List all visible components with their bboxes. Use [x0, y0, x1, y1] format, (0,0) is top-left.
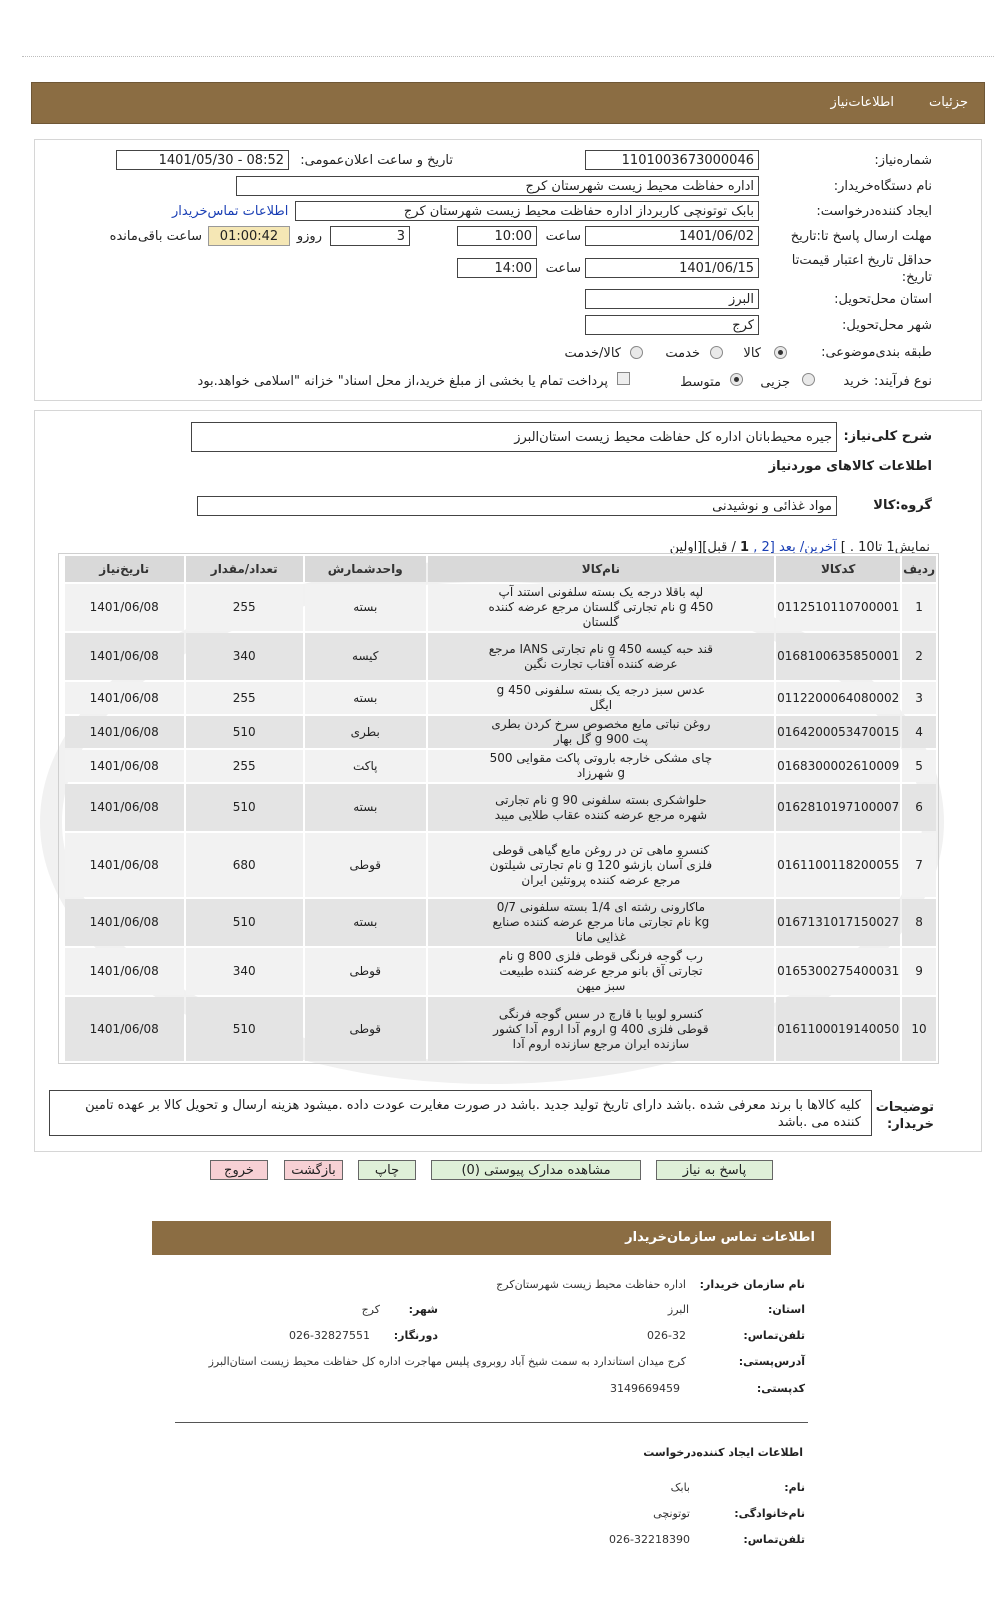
goods-info-title: اطلاعات کالاهای موردنیاز [768, 459, 932, 474]
table-row [65, 997, 936, 1061]
col-unit: واحدشمارش [305, 556, 426, 582]
need-date: 1401/06/08 [65, 633, 184, 680]
treasury-payment-label: پرداخت تمام یا بخشی از مبلغ خرید،از محل اسناد" خزانه "اسلامی خواهد.بود [197, 374, 608, 389]
row-number: 10 [902, 997, 936, 1061]
category-option-both: کالا/خدمت [564, 346, 621, 361]
goods-qty: 340 [186, 948, 303, 995]
validity-hour-label: ساعت [545, 261, 581, 276]
buyer-contact-title: اطلاعات تماس سازمان‌خریدار [625, 1230, 815, 1245]
exit-button[interactable]: خروج [210, 1160, 268, 1180]
need-date: 1401/06/08 [65, 899, 184, 946]
tab-details[interactable]: جزئیات [929, 95, 968, 110]
requester-phone-label: تلفن‌تماس: [743, 1533, 805, 1546]
treasury-payment-checkbox[interactable] [617, 372, 630, 385]
goods-unit: بسته [305, 584, 426, 631]
buyer-notes-label: توضیحات خریدار: [875, 1100, 934, 1132]
goods-group-label: گروه:کالا [873, 498, 932, 513]
contact-divider [175, 1422, 808, 1423]
need-date: 1401/06/08 [65, 997, 184, 1061]
goods-qty: 510 [186, 784, 303, 831]
requester-last-label: نام‌خانوادگی: [734, 1507, 805, 1520]
goods-code: 0168100635850001 [776, 633, 900, 680]
goods-name: کنسرو لوبیا با قارچ در سس گوجه فرنگی قوطی فلزی 400 g اروم آدا اروم آدا کشور سازنده ایران مرجع سازنده اروم آدا [428, 997, 775, 1061]
row-number: 2 [902, 633, 936, 680]
process-option-minor: جزیی [760, 375, 790, 390]
goods-code: 0164200053470015 [776, 716, 900, 748]
need-date: 1401/06/08 [65, 948, 184, 995]
province-label: استان محل‌تحویل: [834, 292, 932, 307]
goods-qty: 255 [186, 584, 303, 631]
goods-unit: بسته [305, 784, 426, 831]
table-row [65, 716, 936, 748]
category-radio-both[interactable] [630, 346, 643, 359]
row-number: 4 [902, 716, 936, 748]
goods-unit: قوطی [305, 948, 426, 995]
goods-name: چای مشکی خارجه باروتی پاکت مقوایی 500 g شهرزاد [428, 750, 775, 782]
row-number: 5 [902, 750, 936, 782]
table-row [65, 833, 936, 897]
goods-code: 0168300002610009 [776, 750, 900, 782]
category-label: طبقه بندی‌موضوعی: [821, 345, 932, 360]
need-date: 1401/06/08 [65, 682, 184, 714]
goods-unit: پاکت [305, 750, 426, 782]
contact-province-value: البرز [667, 1303, 689, 1316]
contact-org-value: اداره حفاظت محیط زیست شهرستان‌کرج [496, 1278, 686, 1291]
contact-fax-label: دورنگار: [393, 1329, 438, 1342]
page-header [31, 82, 985, 124]
goods-code: 0112200064080002 [776, 682, 900, 714]
goods-name: عدس سبز درجه یک بسته سلفونی 450 g ایگل [428, 682, 775, 714]
row-number: 9 [902, 948, 936, 995]
province-field: البرز [585, 289, 759, 309]
buyer-org-field: اداره حفاظت محیط زیست شهرستان کرج [236, 176, 759, 196]
goods-unit: کیسه [305, 633, 426, 680]
table-row [65, 633, 936, 680]
goods-qty: 255 [186, 750, 303, 782]
announce-label: تاریخ و ساعت اعلان‌عمومی: [300, 153, 453, 168]
col-date: تاریخ‌نیاز [65, 556, 184, 582]
goods-qty: 510 [186, 899, 303, 946]
requester-title: اطلاعات ایجاد کننده‌درخواست [643, 1446, 803, 1459]
table-row [65, 682, 936, 714]
reply-to-need-button[interactable]: پاسخ به نیاز [656, 1160, 773, 1180]
goods-qty: 510 [186, 997, 303, 1061]
col-code: کدکالا [776, 556, 900, 582]
category-option-goods: کالا [743, 346, 761, 361]
print-button[interactable]: چاپ [358, 1160, 416, 1180]
contact-province-label: استان: [768, 1303, 805, 1316]
row-number: 3 [902, 682, 936, 714]
need-date: 1401/06/08 [65, 584, 184, 631]
contact-phone-value: 026-32 [647, 1329, 686, 1342]
process-option-buy: خرید [843, 374, 869, 389]
days-field: 3 [330, 226, 410, 246]
table-row [65, 948, 936, 995]
pagination-next[interactable]: بعد [778, 540, 796, 555]
need-description-label: شرح کلی‌نیاز: [843, 429, 932, 444]
goods-code: 0161100118200055 [776, 833, 900, 897]
need-description-field: جیره محیط‌بانان اداره کل حفاظت محیط زیست استان‌البرز [191, 422, 837, 452]
goods-name: قند حبه کیسه 450 g نام تجارتی IANS مرجع عرضه کننده آفتاب تجارت نگین [428, 633, 775, 680]
row-number: 6 [902, 784, 936, 831]
need-date: 1401/06/08 [65, 833, 184, 897]
goods-name: لپه باقلا درجه یک بسته سلفونی استند آپ 450 g نام تجارتی گلستان مرجع عرضه کننده گلستان [428, 584, 775, 631]
buyer-contact-link[interactable]: اطلاعات تماس‌خریدار [172, 204, 289, 219]
table-row [65, 750, 936, 782]
requester-first-value: بابک [670, 1481, 690, 1494]
table-row [65, 584, 936, 631]
need-date: 1401/06/08 [65, 750, 184, 782]
col-name: نام‌کالا [428, 556, 775, 582]
pagination-current-page: 1 [740, 540, 750, 555]
deadline-date-field: 1401/06/02 [585, 226, 759, 246]
goods-name: کنسرو ماهی تن در روغن مایع گیاهی قوطی فلزی آسان بازشو 120 g نام تجارتی شیلتون مرجع عرضه کننده پروتئین ایران [428, 833, 775, 897]
goods-qty: 510 [186, 716, 303, 748]
remaining-time-field: 01:00:42 [208, 226, 290, 246]
pagination-prev-first[interactable]: / قبل][اولین [669, 540, 736, 555]
goods-name: ماکارونی رشته ای 1/4 بسته سلفونی 0/7 kg نام تجارتی مانا مرجع عرضه کننده صنایع غذایی مانا [428, 899, 775, 946]
top-divider [22, 56, 994, 57]
contact-postal-value: 3149669459 [610, 1382, 680, 1395]
table-row [65, 899, 936, 946]
need-date: 1401/06/08 [65, 716, 184, 748]
process-radio-medium[interactable] [730, 373, 743, 386]
announce-field: 1401/05/30 - 08:52 [116, 150, 289, 170]
buyer-notes-field: کلیه کالاها با برند معرفی شده .باشد دارای تاریخ تولید جدید .باشد در صورت مغایرت عودت داده .میشود هزینه ارسال و تحویل کالا بر عهده تامین کننده می .باشد [49, 1090, 872, 1136]
goods-unit: قوطی [305, 833, 426, 897]
validity-date-field: 1401/06/15 [585, 258, 759, 278]
contact-address-label: آدرس‌پستی: [738, 1355, 805, 1368]
contact-city-value: کرج [361, 1303, 380, 1316]
goods-name: روغن نباتی مایع مخصوص سرخ کردن بطری پت 900 g گل بهار [428, 716, 775, 748]
requester-first-label: نام: [784, 1481, 805, 1494]
back-button[interactable]: بازگشت [284, 1160, 343, 1180]
goods-group-field: مواد غذائی و نوشیدنی [197, 496, 837, 516]
goods-unit: بطری [305, 716, 426, 748]
city-field: کرج [585, 315, 759, 335]
contact-postal-label: کدپستی: [756, 1382, 805, 1395]
contact-address-value: کرج میدان استاندارد به سمت شیخ آباد روبروی پلیس مهاجرت اداره کل حفاظت محیط زیست استان‌البرز [208, 1355, 686, 1368]
contact-city-label: شهر: [408, 1303, 438, 1316]
need-date: 1401/06/08 [65, 784, 184, 831]
city-label: شهر محل‌تحویل: [842, 318, 932, 333]
contact-fax-value: 026-32827551 [289, 1329, 370, 1342]
goods-code: 0167131017150027 [776, 899, 900, 946]
category-radio-service[interactable] [710, 346, 723, 359]
validity-time-field: 14:00 [457, 258, 537, 278]
deadline-hour-label: ساعت [545, 229, 581, 244]
process-label: نوع فرآیند: [874, 374, 932, 389]
need-number-field: 1101003673000046 [585, 150, 759, 170]
contact-phone-label: تلفن‌تماس: [743, 1329, 805, 1342]
goods-unit: بسته [305, 682, 426, 714]
goods-table-wrapper [58, 553, 939, 1064]
row-number: 8 [902, 899, 936, 946]
pagination-last[interactable]: آخرین/ [799, 540, 837, 555]
row-number: 7 [902, 833, 936, 897]
category-option-service: خدمت [665, 346, 700, 361]
goods-name: رب گوجه فرنگی قوطی فلزی 800 g نام تجارتی آق بانو مرجع عرضه کننده طبیعت سبز میهن [428, 948, 775, 995]
table-row [65, 784, 936, 831]
table-header-row [65, 556, 936, 582]
tab-need-info[interactable]: اطلاعات‌نیاز [830, 95, 894, 110]
creator-label: ایجاد کننده‌درخواست: [816, 204, 932, 219]
contact-org-label: نام سازمان خریدار: [699, 1278, 805, 1291]
goods-name: حلواشکری بسته سلفونی 90 g نام تجارتی شهره مرجع عرضه کننده عقاب طلایی میبد [428, 784, 775, 831]
deadline-time-field: 10:00 [457, 226, 537, 246]
goods-qty: 340 [186, 633, 303, 680]
goods-qty: 680 [186, 833, 303, 897]
requester-last-value: توتونچی [653, 1507, 690, 1520]
requester-phone-value: 026-32218390 [609, 1533, 690, 1546]
days-label: روزو [296, 229, 322, 244]
goods-table [63, 554, 938, 1063]
goods-code: 0165300275400031 [776, 948, 900, 995]
creator-field: بابک توتونچی کاربرداز اداره حفاظت محیط زیست شهرستان کرج [295, 201, 759, 221]
buyer-contact-header [152, 1221, 831, 1255]
goods-code: 0112510110700001 [776, 584, 900, 631]
pagination-range: نمایش1 تا10 . ] [840, 540, 930, 555]
goods-qty: 255 [186, 682, 303, 714]
validity-label: حداقل تاریخ اعتبار قیمت‌تا تاریخ: [791, 253, 932, 285]
need-number-label: شماره‌نیاز: [874, 153, 932, 168]
category-radio-goods[interactable] [774, 346, 787, 359]
goods-code: 0162810197100007 [776, 784, 900, 831]
col-row: ردیف [902, 556, 936, 582]
goods-code: 0161100019140050 [776, 997, 900, 1061]
process-option-medium: متوسط [680, 375, 721, 390]
pagination-page-2[interactable]: [2 , [753, 540, 775, 555]
goods-unit: بسته [305, 899, 426, 946]
view-attachments-button[interactable]: مشاهده مدارک پیوستی (0) [431, 1160, 641, 1180]
remaining-label: ساعت باقی‌مانده [109, 229, 202, 244]
deadline-label: مهلت ارسال پاسخ تا:تاریخ [790, 229, 932, 244]
process-radio-minor[interactable] [802, 373, 815, 386]
row-number: 1 [902, 584, 936, 631]
col-qty: تعداد/مقدار [186, 556, 303, 582]
buyer-org-label: نام دستگاه‌خریدار: [833, 179, 932, 194]
goods-unit: قوطی [305, 997, 426, 1061]
